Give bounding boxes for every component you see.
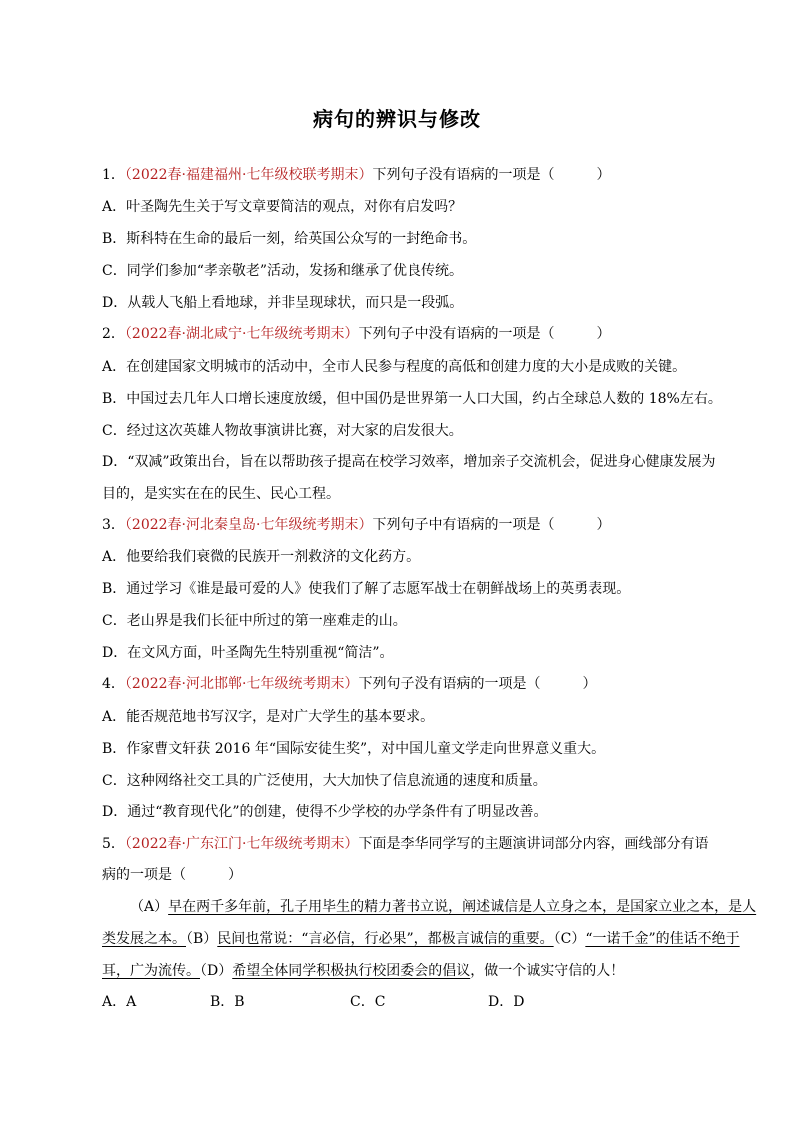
option-line: D．从载人飞船上看地球，并非呈现球状，而只是一段弧。	[102, 295, 464, 311]
answer-choice-c: C．C	[350, 994, 386, 1010]
question-stem: 下列句子没有语病的一项是（ ）	[372, 167, 611, 183]
question-source: （2022春·河北秦皇岛·七年级统考期末）	[124, 517, 373, 533]
answer-choice-b: B．B	[210, 994, 245, 1010]
question-4-stem-line	[102, 675, 596, 693]
option-line: C．经过这次英雄人物故事演讲比赛，对大家的启发很大。	[102, 423, 463, 439]
option-line-continuation: 目的，是实实在在的民生、民心工程。	[102, 486, 340, 502]
option-line: C．这种网络社交工具的广泛使用，大大加快了信息流通的速度和质量。	[102, 773, 547, 789]
question-1-stem-line	[102, 166, 610, 184]
option-line: A．能否规范地书写汉字，是对广大学生的基本要求。	[102, 709, 435, 725]
question-stem: 下列句子中没有语病的一项是（ ）	[358, 326, 611, 342]
passage-line-3	[102, 962, 624, 980]
question-5-stem-line	[102, 835, 708, 853]
answer-choices-row	[102, 993, 524, 1011]
option-line: D．通过“教育现代化”的创建，使得不少学校的办学条件有了明显改善。	[102, 804, 548, 820]
option-line: D．“双减”政策出台，旨在以帮助孩子提高在校学习效率，增加亲子交流机会，促进身心健康发展为	[102, 454, 716, 470]
question-source: （2022春·广东江门·七年级统考期末）	[124, 836, 359, 852]
question-number: 3．	[102, 517, 125, 533]
option-line: B．作家曹文轩获 2016 年“国际安徒生奖”，对中国儿童文学走向世界意义重大。	[102, 741, 606, 757]
question-3-stem-line	[102, 516, 610, 534]
passage-line-2	[102, 930, 740, 948]
option-line: B．斯科特在生命的最后一刻，给英国公众写的一封绝命书。	[102, 231, 477, 247]
question-number: 2．	[102, 326, 125, 342]
passage-line-1	[130, 898, 756, 916]
answer-choice-d: D．D	[488, 994, 525, 1010]
option-line: A．叶圣陶先生关于写文章要简洁的观点，对你有启发吗？	[102, 199, 463, 215]
option-line: A．在创建国家文明城市的活动中，全市人民参与程度的高低和创建力度的大小是成败的关键。	[102, 359, 687, 375]
option-line: C．同学们参加“孝亲敬老”活动，发扬和继承了优良传统。	[102, 263, 464, 279]
passage-tag-a: （A）	[130, 899, 169, 915]
question-number: 4．	[102, 676, 125, 692]
passage-underlined-c-cont: 耳，广为流传。	[102, 963, 200, 979]
question-source: （2022春·河北邯郸·七年级统考期末）	[124, 676, 359, 692]
passage-underlined-d: 希望全体同学积极执行校团委会的倡议	[232, 963, 471, 979]
question-source: （2022春·湖北咸宁·七年级统考期末）	[124, 326, 359, 342]
passage-underlined-b: 民间也常说：“言必信，行必果”，都极言诚信的重要。	[217, 931, 554, 947]
passage-tag-d: （D）	[200, 963, 233, 979]
passage-tag-b: （B）	[186, 931, 218, 947]
option-line: B．中国过去几年人口增长速度放缓，但中国仍是世界第一人口大国，约占全球总人数的 18%左右。	[102, 391, 722, 407]
question-2-stem-line	[102, 325, 610, 343]
question-number: 1．	[102, 167, 125, 183]
answer-choice-a: A．A	[102, 994, 137, 1010]
option-line: C．老山界是我们长征中所过的第一座难走的山。	[102, 613, 407, 629]
passage-tag-c: （C）	[553, 931, 586, 947]
option-line: B．通过学习《谁是最可爱的人》使我们了解了志愿军战士在朝鲜战场上的英勇表现。	[102, 581, 631, 597]
passage-tail-d: ，做一个诚实守信的人！	[470, 963, 625, 979]
document-title: 病句的辨识与修改	[313, 107, 481, 131]
option-line: A．他要给我们衰微的民族开一剂救济的文化药方。	[102, 549, 421, 565]
passage-underlined-a-cont: 类发展之本。	[102, 931, 186, 947]
question-number: 5．	[102, 836, 125, 852]
question-stem: 下面是李华同学写的主题演讲词部分内容，画线部分有语	[358, 836, 709, 852]
option-line: D．在文风方面，叶圣陶先生特别重视“简洁”。	[102, 645, 394, 661]
question-source: （2022春·福建福州·七年级校联考期末）	[124, 167, 373, 183]
question-stem: 下列句子没有语病的一项是（ ）	[358, 676, 597, 692]
question-stem: 下列句子中有语病的一项是（ ）	[372, 517, 611, 533]
passage-underlined-c: “一诺千金”的佳话不绝于	[585, 931, 740, 947]
passage-underlined-a: 早在两千多年前，孔子用毕生的精力著书立说，阐述诚信是人立身之本，是国家立业之本，是人	[168, 899, 757, 915]
question-stem-continuation: 病的一项是（ ）	[102, 867, 242, 883]
